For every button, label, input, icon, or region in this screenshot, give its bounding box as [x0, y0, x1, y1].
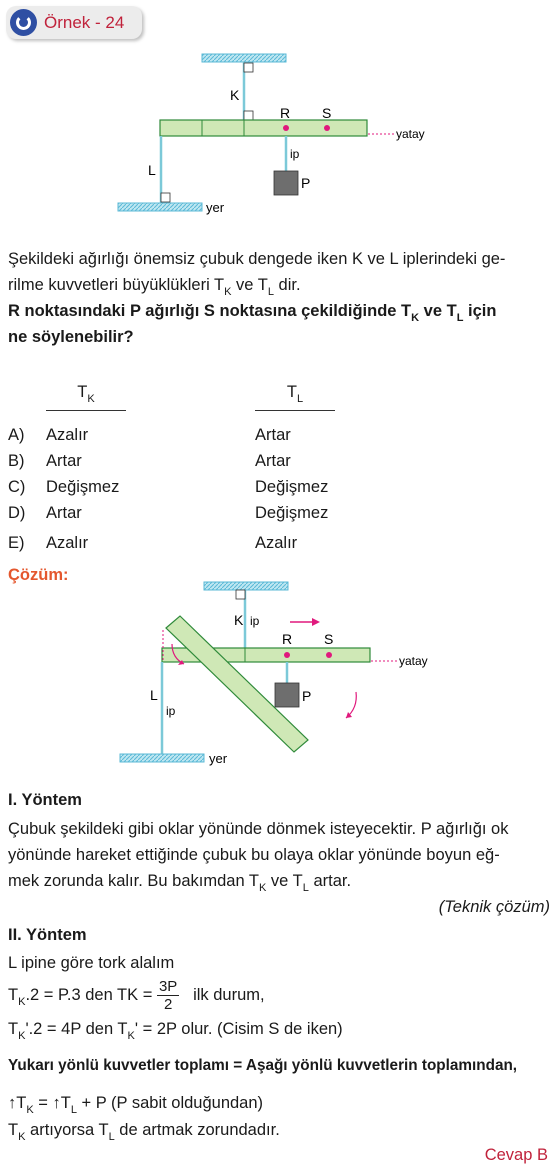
answer-label: Cevap B: [484, 1146, 548, 1164]
option-b-tl: Artar: [255, 452, 291, 470]
conclusion-line: $T_K$ artıyorsa $T_L$ de artmak zorundadır.: [8, 1121, 280, 1143]
method-2-line-1: L ipine göre tork alalım: [8, 954, 175, 972]
label-s-2: S: [324, 631, 334, 647]
point-r: [283, 125, 289, 131]
option-d-letter[interactable]: D): [8, 504, 26, 522]
column-rule-tk: [46, 410, 126, 411]
column-head-tl: $T_L$: [286, 383, 304, 405]
ground-2: [120, 754, 204, 762]
right-angle-k2: [236, 590, 245, 599]
method-2-title: II. Yöntem: [8, 926, 87, 944]
ground: [118, 203, 202, 211]
rod: [160, 120, 367, 136]
label-ip-k: ip: [250, 614, 260, 628]
example-title: Örnek - 24: [44, 13, 125, 32]
technical-note: (Teknik çözüm): [438, 898, 550, 916]
weight-p-2: [275, 683, 299, 707]
example-circle-icon: [10, 9, 37, 36]
label-s: S: [322, 105, 332, 121]
option-a-tk: Azalır: [46, 426, 89, 444]
weight-p: [274, 171, 298, 195]
force-balance-line: Yukarı yönlü kuvvetler toplamı = Aşağı yönlü kuvvetlerin toplamından,: [8, 1057, 518, 1074]
label-ip-l: ip: [166, 704, 176, 718]
right-angle-l: [161, 193, 170, 202]
label-k-2: K: [234, 612, 244, 628]
motion-arrowhead-icon: [312, 618, 320, 626]
option-c-tl: Değişmez: [255, 478, 329, 496]
fraction-3p-over-2: $\frac{3P}{2}$: [158, 978, 178, 1013]
label-r-2: R: [282, 631, 293, 647]
solution-title: Çözüm:: [8, 566, 69, 584]
option-c-letter[interactable]: C): [8, 478, 26, 496]
label-yatay: yatay: [396, 127, 425, 141]
point-s: [324, 125, 330, 131]
label-p-2: P: [302, 688, 312, 704]
option-a-letter[interactable]: A): [8, 426, 25, 444]
method-1-title: I. Yöntem: [8, 791, 82, 809]
ceiling: [202, 54, 286, 62]
label-k: K: [230, 87, 240, 103]
equation-2: $T_K'.2 = 4P$ den $T_K' = 2P$ olur. (Cisim S de iken): [8, 1020, 343, 1042]
option-e-letter[interactable]: E): [8, 534, 25, 552]
label-ip: ip: [290, 147, 300, 161]
label-yatay-2: yatay: [399, 654, 428, 668]
option-d-tk: Artar: [46, 504, 82, 522]
label-p: P: [301, 175, 311, 191]
point-r-2: [284, 652, 290, 658]
label-l: L: [148, 162, 156, 178]
question-line-1: Şekildeki ağırlığı önemsiz çubuk dengede iken K ve L iplerindeki ge-: [8, 250, 506, 268]
option-c-tk: Değişmez: [46, 478, 120, 496]
point-s-2: [326, 652, 332, 658]
method-1-line-1: Çubuk şekildeki gibi oklar yönünde dönmek isteyecektir. P ağırlığı ok: [8, 820, 509, 838]
column-rule-tl: [255, 410, 335, 411]
column-head-tk: $T_K$: [77, 383, 95, 405]
label-yer: yer: [206, 200, 225, 215]
label-r: R: [280, 105, 291, 121]
option-b-letter[interactable]: B): [8, 452, 25, 470]
equation-1: $T_K.2 = P.3$ den TK = $\frac{3P}{2}$ ilk durum,: [8, 978, 265, 1013]
question-bold-line-1: R noktasındaki P ağırlığı S noktasına çekildiğinde $T_K$ ve $T_L$ için: [8, 302, 497, 324]
figure-1: [110, 48, 440, 223]
option-d-tl: Değişmez: [255, 504, 329, 522]
question-bold-line-2: ne söylenebilir?: [8, 328, 134, 346]
label-yer-2: yer: [209, 751, 228, 766]
option-b-tk: Artar: [46, 452, 82, 470]
right-angle-k-top: [244, 63, 253, 72]
option-a-tl: Artar: [255, 426, 291, 444]
method-1-line-2: yönünde hareket ettiğinde çubuk bu olaya oklar yönünde boyun eğ-: [8, 846, 500, 864]
question-line-2: rilme kuvvetleri büyüklükleri $T_K$ ve $T_L$ dir.: [8, 276, 301, 298]
right-angle-k-bottom: [244, 111, 253, 120]
equation-3: $↑T_K$ = $↑T_L + P$ (P sabit olduğundan): [8, 1094, 264, 1116]
option-e-tl: Azalır: [255, 534, 298, 552]
method-1-line-3: mek zorunda kalır. Bu bakımdan $T_K$ ve $T_L$ artar.: [8, 872, 352, 894]
option-e-tk: Azalır: [46, 534, 89, 552]
label-l-2: L: [150, 687, 158, 703]
figure-2: [110, 572, 440, 772]
ceiling-2: [204, 582, 288, 590]
